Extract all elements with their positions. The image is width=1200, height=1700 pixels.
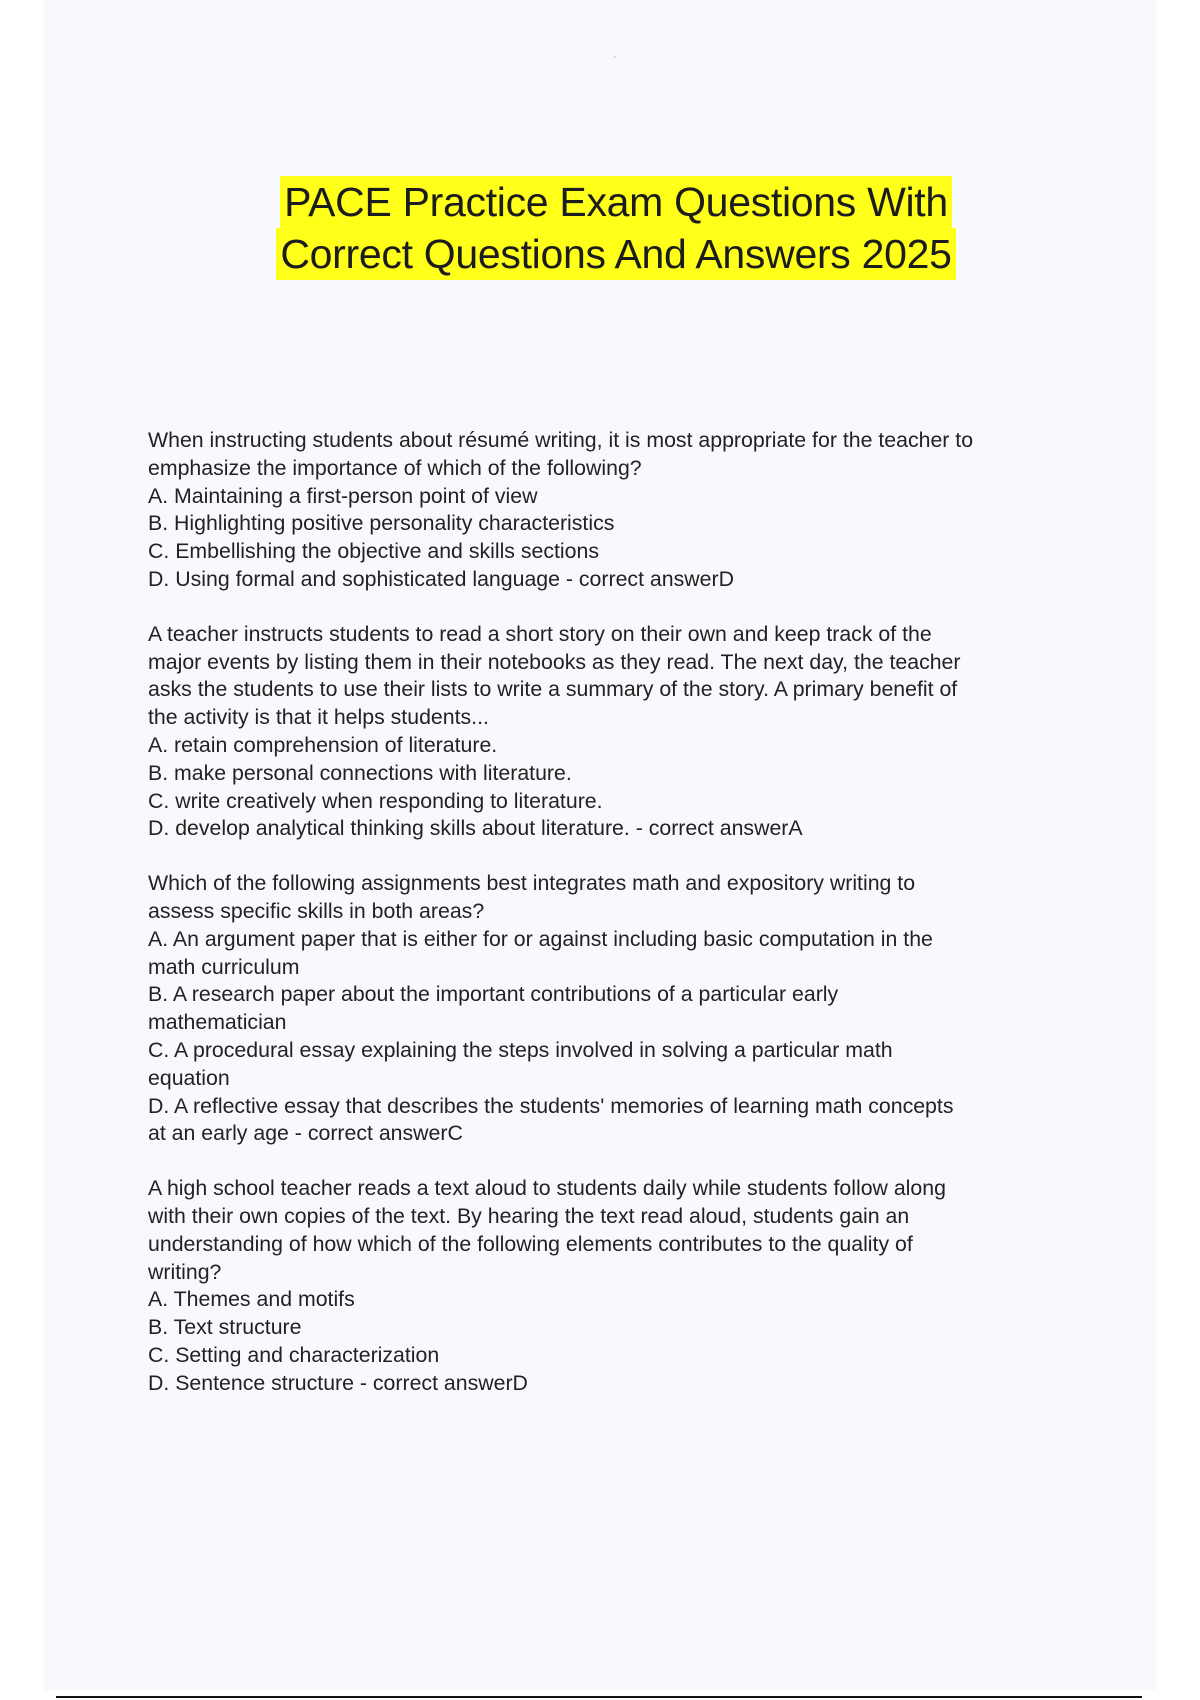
title-line-1: PACE Practice Exam Questions With bbox=[280, 176, 952, 228]
question-block-2 bbox=[148, 621, 1088, 843]
question-text: writing? bbox=[148, 1259, 222, 1284]
answer-option-with-correct-answer: D. Using formal and sophisticated language - correct answerD bbox=[148, 566, 734, 591]
answer-option-continued: equation bbox=[148, 1065, 230, 1090]
answer-option: C. write creatively when responding to literature. bbox=[148, 788, 603, 813]
scan-speck bbox=[614, 56, 616, 58]
answer-option: A. An argument paper that is either for or against including basic computation in the bbox=[148, 926, 933, 951]
question-text: understanding of how which of the following elements contributes to the quality of bbox=[148, 1231, 913, 1256]
answer-option: B. A research paper about the important contributions of a particular early bbox=[148, 982, 839, 1007]
question-block-4 bbox=[148, 1175, 1088, 1397]
bottom-divider bbox=[56, 1696, 1142, 1698]
answer-option-continued: math curriculum bbox=[148, 954, 300, 979]
question-block-1 bbox=[148, 427, 1088, 594]
answer-option: A. retain comprehension of literature. bbox=[148, 732, 498, 757]
answer-option: A. Themes and motifs bbox=[148, 1287, 355, 1312]
answer-option: B. make personal connections with literature. bbox=[148, 760, 572, 785]
answer-option-with-correct-answer: at an early age - correct answerC bbox=[148, 1121, 463, 1146]
question-text: major events by listing them in their notebooks as they read. The next day, the teacher bbox=[148, 649, 961, 674]
answer-option-continued: mathematician bbox=[148, 1010, 287, 1035]
answer-option-with-correct-answer: D. Sentence structure - correct answerD bbox=[148, 1370, 528, 1395]
answer-option: A. Maintaining a first-person point of view bbox=[148, 483, 538, 508]
answer-option: D. A reflective essay that describes the students' memories of learning math concepts bbox=[148, 1093, 954, 1118]
answer-option-with-correct-answer: D. develop analytical thinking skills about literature. - correct answerA bbox=[148, 816, 803, 841]
question-text: assess specific skills in both areas? bbox=[148, 898, 485, 923]
question-text: A high school teacher reads a text aloud to students daily while students follow along bbox=[148, 1176, 946, 1201]
document-title bbox=[0, 176, 1200, 280]
question-text: asks the students to use their lists to write a summary of the story. A primary benefit of bbox=[148, 677, 958, 702]
answer-option: C. Setting and characterization bbox=[148, 1342, 440, 1367]
question-text: Which of the following assignments best integrates math and expository writing to bbox=[148, 871, 916, 896]
question-text: the activity is that it helps students... bbox=[148, 705, 489, 730]
title-line-2: Correct Questions And Answers 2025 bbox=[276, 228, 955, 280]
question-text: When instructing students about résumé writing, it is most appropriate for the teacher to bbox=[148, 428, 974, 452]
answer-option: C. A procedural essay explaining the steps involved in solving a particular math bbox=[148, 1037, 893, 1062]
question-text: A teacher instructs students to read a short story on their own and keep track of the bbox=[148, 621, 932, 646]
question-block-3 bbox=[148, 870, 1088, 1148]
answer-option: B. Highlighting positive personality characteristics bbox=[148, 511, 615, 536]
question-list bbox=[148, 427, 1088, 1425]
question-text: with their own copies of the text. By hearing the text read aloud, students gain an bbox=[148, 1203, 910, 1228]
answer-option: C. Embellishing the objective and skills sections bbox=[148, 539, 599, 564]
answer-option: B. Text structure bbox=[148, 1315, 302, 1340]
question-text: emphasize the importance of which of the following? bbox=[148, 455, 642, 480]
